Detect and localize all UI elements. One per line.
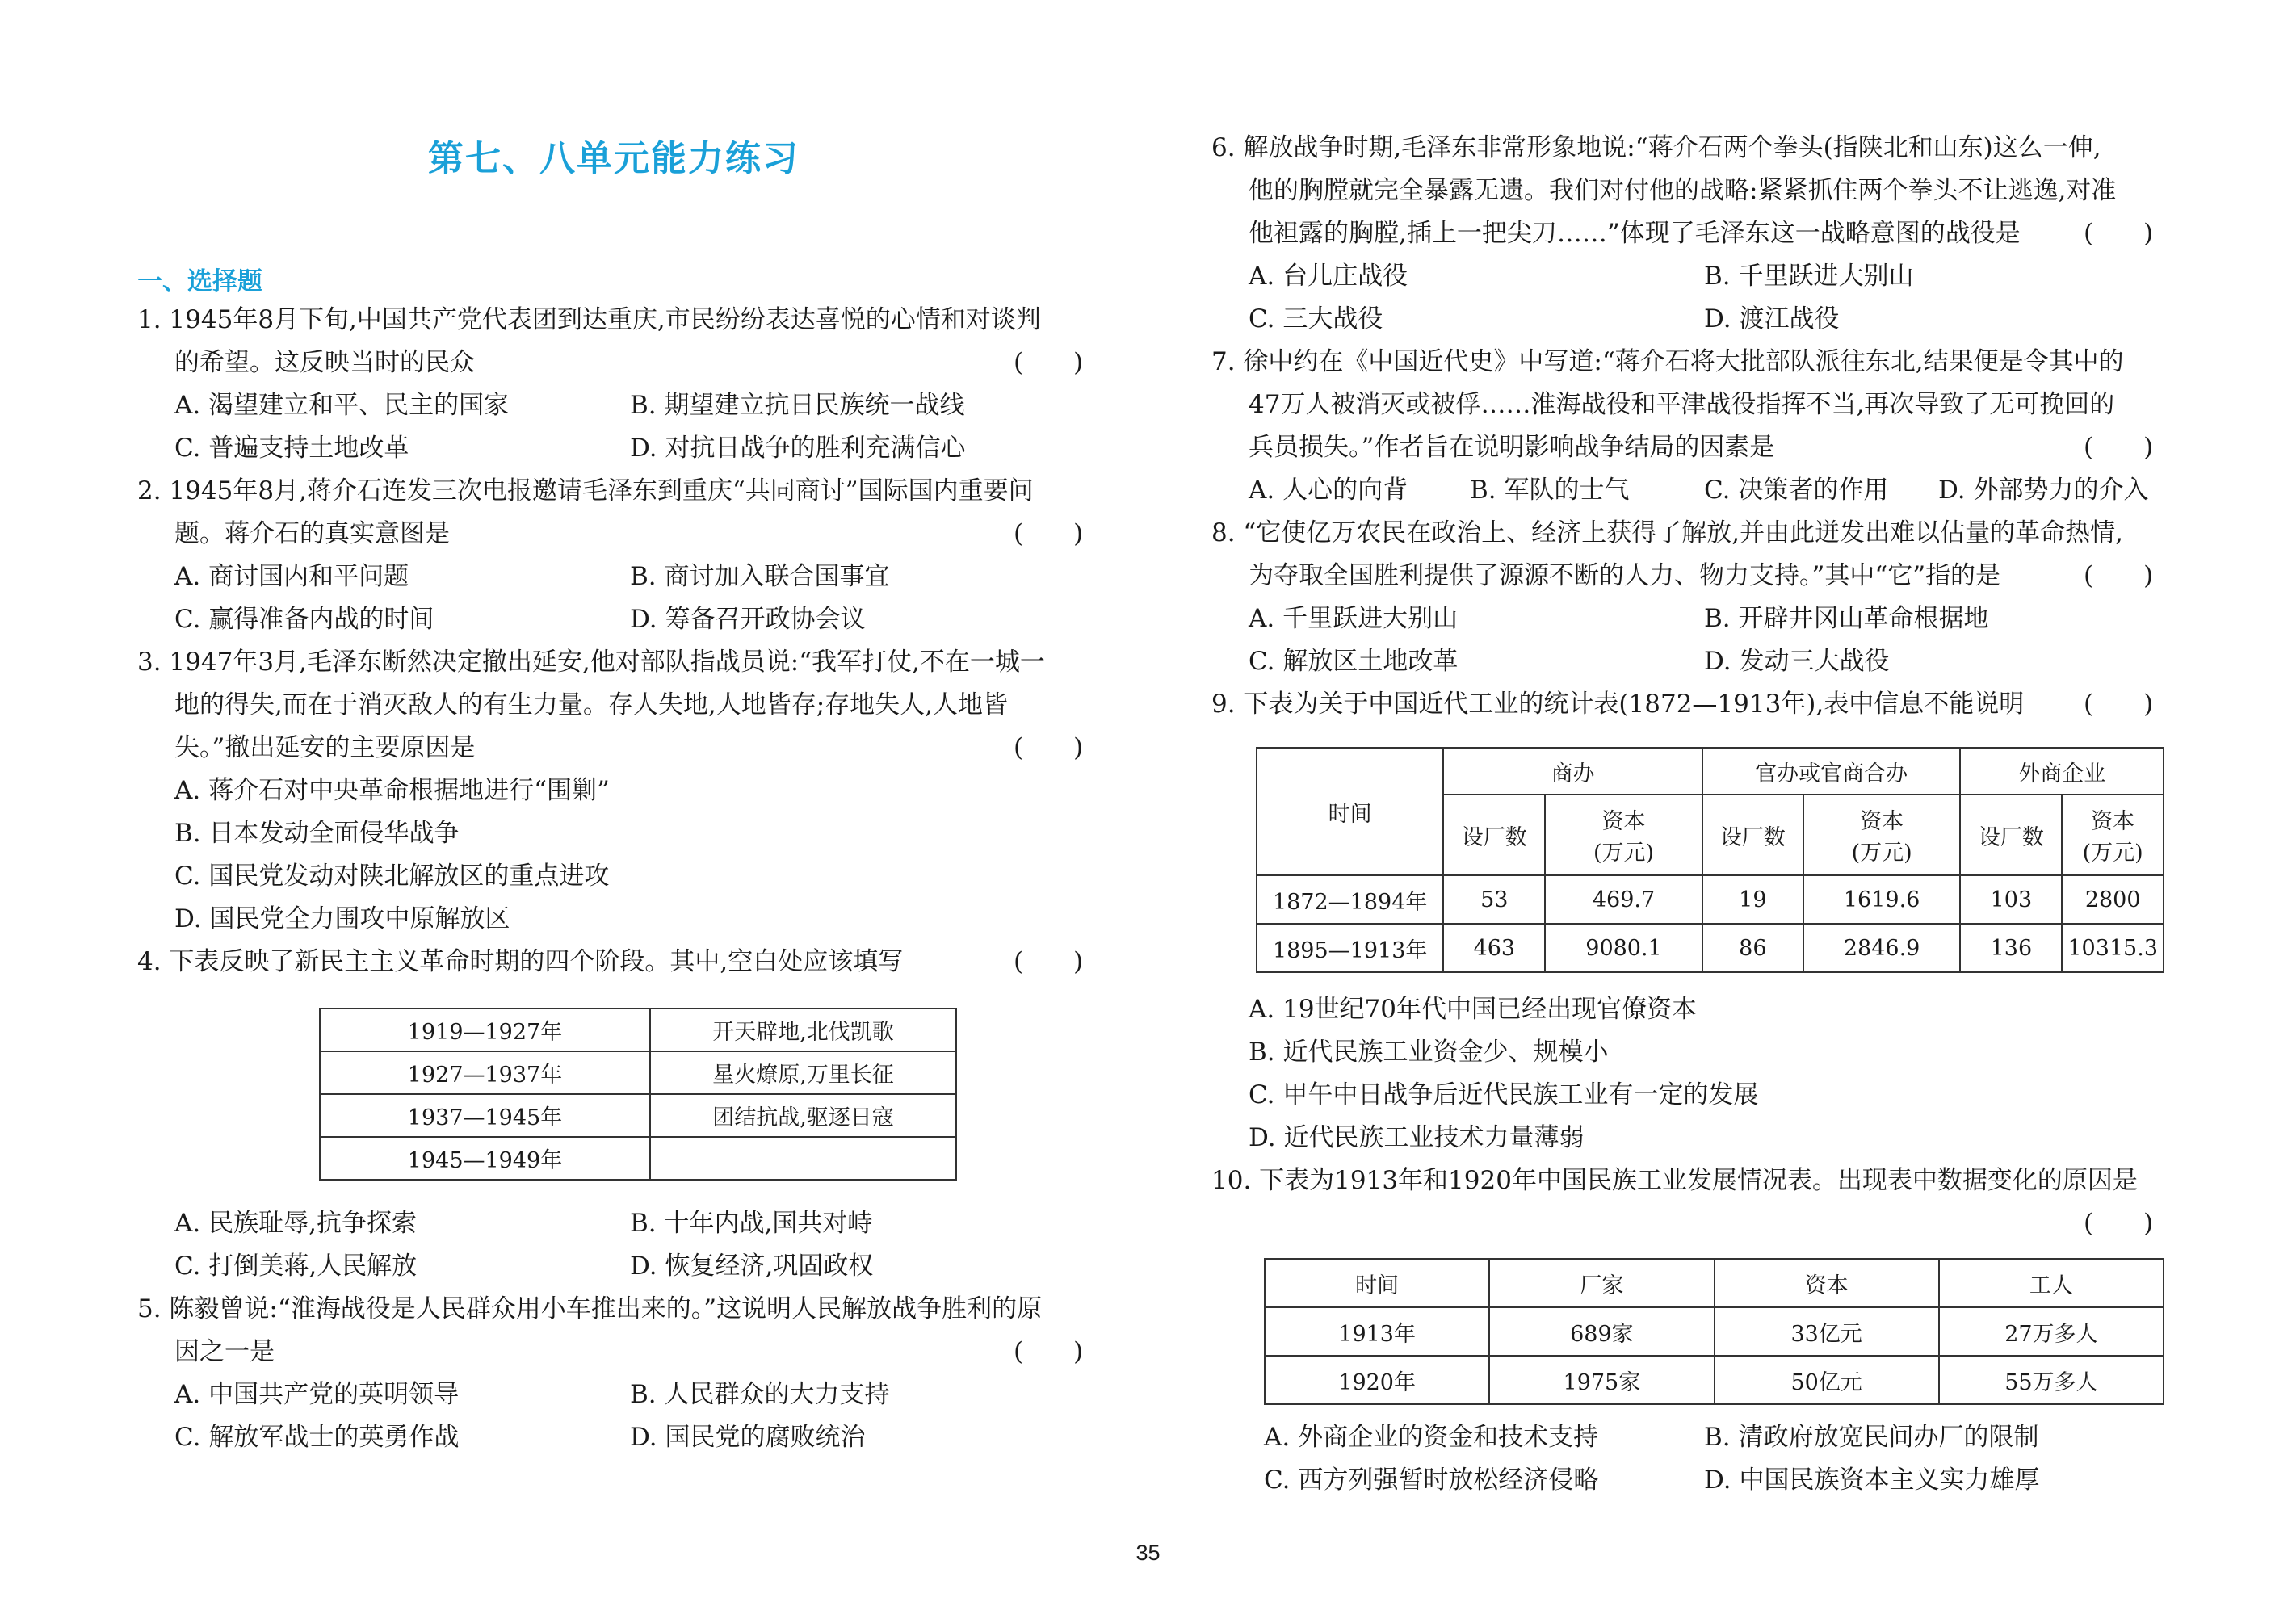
table-cell: 103 — [1960, 875, 2062, 924]
answer-blank: ( ) — [2084, 690, 2154, 719]
option-c: C. 决策者的作用 — [1704, 476, 1889, 505]
answer-blank: ( ) — [2084, 433, 2154, 462]
table-cell: 1919—1927年 — [320, 1009, 650, 1051]
option-a: A. 中国共产党的英明领导 — [174, 1380, 460, 1409]
option-d: D. 渡江战役 — [1704, 304, 1840, 333]
page-number: 35 — [1135, 1541, 1161, 1565]
header-count: 设厂数 — [1702, 795, 1803, 875]
header-cell: 资本 — [1715, 1259, 1939, 1307]
header-cell: 时间 — [1265, 1259, 1489, 1307]
table-cell: 55万多人 — [1939, 1356, 2164, 1404]
question-text: 5. 陈毅曾说:“淮海战役是人民群众用小车推出来的。”这说明人民解放战争胜利的原 — [137, 1294, 1043, 1323]
table-cell: 53 — [1443, 875, 1545, 924]
table-cell: 10315.3 — [2062, 924, 2164, 972]
question-text: 8. “它使亿万农民在政治上、经济上获得了解放,并由此迸发出难以估量的革命热情, — [1211, 518, 2123, 547]
table-cell: 27万多人 — [1939, 1307, 2164, 1356]
option-a: A. 外商企业的资金和技术支持 — [1264, 1423, 1599, 1452]
table-cell: 1945—1949年 — [320, 1137, 650, 1180]
header-capital — [1803, 795, 1961, 875]
table-cell: 463 — [1443, 924, 1545, 972]
answer-blank: ( ) — [1014, 519, 1084, 548]
option-b: B. 开辟井冈山革命根据地 — [1704, 604, 1989, 633]
question-text: 失。”撤出延安的主要原因是 — [174, 733, 476, 762]
option-d: D. 恢复经济,巩固政权 — [630, 1252, 874, 1281]
header-count: 设厂数 — [1960, 795, 2062, 875]
option-a: A. 商讨国内和平问题 — [174, 562, 409, 591]
option-d: D. 对抗日战争的胜利充满信心 — [630, 434, 966, 463]
question-text: 的希望。这反映当时的民众 — [174, 348, 475, 377]
table-cell-blank — [650, 1137, 956, 1180]
option-c: C. 西方列强暂时放松经济侵略 — [1264, 1466, 1599, 1495]
option-d: D. 筹备召开政协会议 — [630, 605, 866, 634]
option-d: D. 国民党全力围攻中原解放区 — [174, 904, 510, 933]
option-d: D. 中国民族资本主义实力雄厚 — [1704, 1466, 2040, 1495]
table-cell: 2846.9 — [1803, 924, 1961, 972]
table-cell: 团结抗战,驱逐日寇 — [650, 1094, 956, 1137]
answer-blank: ( ) — [1014, 1337, 1084, 1366]
table-header-row — [1265, 1259, 2164, 1307]
option-a: A. 19世纪70年代中国已经出现官僚资本 — [1249, 995, 1697, 1024]
table-cell: 136 — [1960, 924, 2062, 972]
table-cell: 50亿元 — [1715, 1356, 1939, 1404]
table-cell: 1920年 — [1265, 1356, 1489, 1404]
option-a: A. 千里跃进大别山 — [1249, 604, 1459, 633]
table-row — [1265, 1356, 2164, 1404]
question-text: 他的胸膛就完全暴露无遗。我们对付他的战略:紧紧抓住两个拳头不让逃逸,对准 — [1249, 176, 2117, 205]
option-b: B. 日本发动全面侵华战争 — [174, 819, 460, 848]
table-cell: 9080.1 — [1545, 924, 1702, 972]
answer-blank: ( ) — [1014, 733, 1084, 762]
stages-table — [319, 1008, 957, 1181]
question-text: 3. 1947年3月,毛泽东断然决定撤出延安,他对部队指战员说:“我军打仗,不在一城一 — [137, 648, 1045, 677]
option-a: A. 人心的向背 — [1249, 476, 1408, 505]
option-d: D. 外部势力的介入 — [1938, 476, 2149, 505]
header-count: 设厂数 — [1443, 795, 1545, 875]
header-capital-unit: (万元) — [1593, 841, 1655, 866]
option-a: A. 蒋介石对中央革命根据地进行“围剿” — [174, 776, 610, 805]
header-capital-unit: (万元) — [2082, 841, 2143, 866]
table-cell: 1975家 — [1489, 1356, 1714, 1404]
answer-blank: ( ) — [1014, 947, 1084, 976]
table-header-row — [1257, 748, 2164, 795]
option-c: C. 甲午中日战争后近代民族工业有一定的发展 — [1249, 1080, 1759, 1109]
table-cell: 星火燎原,万里长征 — [650, 1051, 956, 1094]
option-c: C. 国民党发动对陕北解放区的重点进攻 — [174, 862, 610, 891]
option-b: B. 清政府放宽民间办厂的限制 — [1704, 1423, 2039, 1452]
table-cell: 469.7 — [1545, 875, 1702, 924]
option-a: A. 渴望建立和平、民主的国家 — [174, 391, 510, 420]
table-cell: 2800 — [2062, 875, 2164, 924]
header-capital-label: 资本 — [1860, 809, 1904, 834]
option-b: B. 十年内战,国共对峙 — [630, 1209, 873, 1238]
option-c: C. 赢得准备内战的时间 — [174, 605, 434, 634]
table-cell: 86 — [1702, 924, 1803, 972]
header-capital — [1545, 795, 1702, 875]
table-cell: 19 — [1702, 875, 1803, 924]
option-b: B. 军队的士气 — [1470, 476, 1630, 505]
answer-blank: ( ) — [2084, 1209, 2154, 1238]
table-cell: 33亿元 — [1715, 1307, 1939, 1356]
question-text: 2. 1945年8月,蒋介石连发三次电报邀请毛泽东到重庆“共同商讨”国际国内重要问 — [137, 476, 1034, 505]
answer-blank: ( ) — [1014, 348, 1084, 377]
question-text: 为夺取全国胜利提供了源源不断的人力、物力支持。”其中“它”指的是 — [1249, 561, 2001, 590]
option-b: B. 千里跃进大别山 — [1704, 262, 1914, 291]
table-row — [320, 1009, 956, 1051]
table-cell: 1937—1945年 — [320, 1094, 650, 1137]
option-a: A. 民族耻辱,抗争探索 — [174, 1209, 417, 1238]
question-text: 1. 1945年8月下旬,中国共产党代表团到达重庆,市民纷纷表达喜悦的心情和对谈判 — [137, 305, 1041, 334]
answer-blank: ( ) — [2084, 561, 2154, 590]
option-b: B. 商讨加入联合国事宜 — [630, 562, 890, 591]
option-d: D. 发动三大战役 — [1704, 647, 1890, 676]
table-row — [1257, 924, 2164, 972]
option-b: B. 近代民族工业资金少、规模小 — [1249, 1038, 1609, 1067]
header-cell: 厂家 — [1489, 1259, 1714, 1307]
header-cell: 工人 — [1939, 1259, 2164, 1307]
table-cell: 1619.6 — [1803, 875, 1961, 924]
answer-blank: ( ) — [2084, 219, 2154, 248]
question-text: 他袒露的胸膛,插上一把尖刀……”体现了毛泽东这一战略意图的战役是 — [1249, 219, 2021, 248]
table-row — [1257, 875, 2164, 924]
industry-stats-table — [1256, 747, 2164, 973]
header-time: 时间 — [1257, 748, 1443, 875]
header-capital-unit: (万元) — [1851, 841, 1912, 866]
option-c: C. 普遍支持土地改革 — [174, 434, 409, 463]
table-cell: 开天辟地,北伐凯歌 — [650, 1009, 956, 1051]
header-group-private: 商办 — [1443, 748, 1702, 795]
table-row — [320, 1051, 956, 1094]
question-text: 9. 下表为关于中国近代工业的统计表(1872—1913年),表中信息不能说明 — [1211, 690, 2025, 719]
question-text: 7. 徐中约在《中国近代史》中写道:“蒋介石将大批部队派往东北,结果便是令其中的 — [1211, 347, 2124, 376]
question-text: 6. 解放战争时期,毛泽东非常形象地说:“蒋介石两个拳头(指陕北和山东)这么一伸, — [1211, 133, 2101, 162]
option-c: C. 打倒美蒋,人民解放 — [174, 1252, 418, 1281]
table-cell: 689家 — [1489, 1307, 1714, 1356]
question-text: 47万人被消灭或被俘……淮海战役和平津战役指挥不当,再次导致了无可挽回的 — [1249, 390, 2115, 419]
header-capital-label: 资本 — [2091, 809, 2135, 834]
page-title: 第七、八单元能力练习 — [428, 138, 800, 179]
table-cell: 1927—1937年 — [320, 1051, 650, 1094]
question-text: 10. 下表为1913年和1920年中国民族工业发展情况表。出现表中数据变化的原因是 — [1211, 1166, 2138, 1195]
question-text: 题。蒋介石的真实意图是 — [174, 519, 450, 548]
option-b: B. 人民群众的大力支持 — [630, 1380, 890, 1409]
option-c: C. 解放军战士的英勇作战 — [174, 1423, 460, 1452]
header-group-foreign: 外商企业 — [1960, 748, 2164, 795]
option-d: D. 国民党的腐败统治 — [630, 1423, 866, 1452]
table-cell: 1913年 — [1265, 1307, 1489, 1356]
question-text: 兵员损失。”作者旨在说明影响战争结局的因素是 — [1249, 433, 1775, 462]
header-group-official: 官办或官商合办 — [1702, 748, 1961, 795]
table-row — [320, 1137, 956, 1180]
table-row — [320, 1094, 956, 1137]
section-heading: 一、选择题 — [137, 267, 262, 296]
option-a: A. 台儿庄战役 — [1249, 262, 1408, 291]
question-text: 4. 下表反映了新民主主义革命时期的四个阶段。其中,空白处应该填写 — [137, 947, 904, 976]
table-row — [1265, 1307, 2164, 1356]
option-b: B. 期望建立抗日民族统一战线 — [630, 391, 965, 420]
option-c: C. 解放区土地改革 — [1249, 647, 1459, 676]
option-c: C. 三大战役 — [1249, 304, 1383, 333]
industry-growth-table — [1264, 1258, 2164, 1405]
table-cell: 1872—1894年 — [1257, 875, 1443, 924]
table-cell: 1895—1913年 — [1257, 924, 1443, 972]
question-text: 因之一是 — [174, 1337, 275, 1366]
option-d: D. 近代民族工业技术力量薄弱 — [1249, 1123, 1585, 1152]
question-text: 地的得失,而在于消灭敌人的有生力量。存人失地,人地皆存;存地失人,人地皆 — [174, 690, 1009, 719]
header-capital — [2062, 795, 2164, 875]
header-capital-label: 资本 — [1601, 809, 1646, 834]
